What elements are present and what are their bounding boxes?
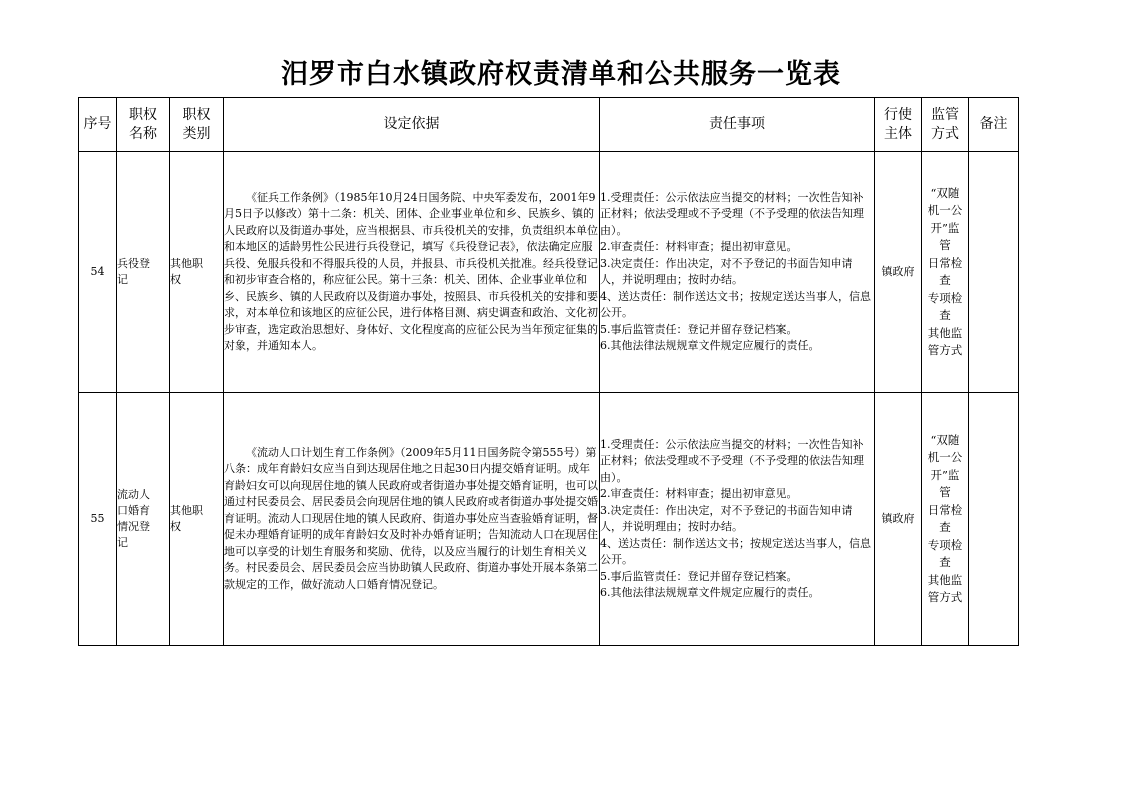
page-title: 汨罗市白水镇政府权责清单和公共服务一览表	[281, 59, 841, 90]
authority-table	[78, 97, 1019, 646]
cell-basis: 《征兵工作条例》（1985年10月24日国务院、中央军委发布，2001年9月5日予以修改）第十二条：机关、团体、企业事业单位和乡、民族乡、镇的人民政府以及街道办事处，应当根据县、市兵役机关的安排，负责组织本单位和本地区的适龄男性公民进行兵役登记，填写《兵役登记表》，依法确定应服兵役、免服兵役和不得服兵役的人员，并报县、市兵役机关批准。经兵役登记和初步审查合格的，称应征公民。第十三条：机关、团体、企业事业单位和乡、民族乡、镇的人民政府以及街道办事处，按照县、市兵役机关的安排和要求，对本单位和该地区的应征公民，进行体格目测、病史调查和政治、文化初步审查，选定政治思想好、身体好、文化程度高的应征公民为当年预定征集的对象，并通知本人。	[224, 152, 600, 393]
cell-duty: 1.受理责任：公示依法应当提交的材料；一次性告知补正材料；依法受理或不予受理（不予受理的依法告知理由）。 2.审查责任：材料审查；提出初审意见。 3.决定责任：作出决定，对不予登记的书面告知申请人，并说明理由；按时办结。 4、送达责任：制作送达文书；按规定送达当事人，信息公开。 5.事后监管责任：登记并留存登记档案。 6.其他法律法规规章文件规定应履行的责任。	[600, 393, 875, 646]
header-remark: 备注	[969, 98, 1019, 152]
cell-subject: 镇政府	[875, 152, 922, 393]
header-seq: 序号	[79, 98, 117, 152]
cell-subject: 镇政府	[875, 393, 922, 646]
table-header-row	[79, 98, 1019, 152]
cell-seq: 55	[79, 393, 117, 646]
header-duty: 责任事项	[600, 98, 875, 152]
cell-seq: 54	[79, 152, 117, 393]
header-basis: 设定依据	[224, 98, 600, 152]
header-name: 职权 名称	[117, 98, 170, 152]
cell-name: 兵役登 记	[117, 152, 170, 393]
header-supervision: 监管 方式	[922, 98, 969, 152]
cell-category: 其他职 权	[170, 393, 224, 646]
cell-name: 流动人 口婚育 情况登 记	[117, 393, 170, 646]
header-subject: 行使 主体	[875, 98, 922, 152]
cell-category: 其他职 权	[170, 152, 224, 393]
table-row	[79, 152, 1019, 393]
cell-duty: 1.受理责任：公示依法应当提交的材料；一次性告知补正材料；依法受理或不予受理（不予受理的依法告知理由）。 2.审查责任：材料审查；提出初审意见。 3.决定责任：作出决定，对不予登记的书面告知申请人，并说明理由；按时办结。 4、送达责任：制作送达文书；按规定送达当事人，信息公开。 5.事后监管责任：登记并留存登记档案。 6.其他法律法规规章文件规定应履行的责任。	[600, 152, 875, 393]
cell-basis: 《流动人口计划生育工作条例》（2009年5月11日国务院令第555号）第八条：成年育龄妇女应当自到达现居住地之日起30日内提交婚育证明。成年育龄妇女可以向现居住地的镇人民政府或者街道办事处提交婚育证明，也可以通过村民委员会、居民委员会向现居住地的镇人民政府或者街道办事处提交婚育证明。流动人口现居住地的镇人民政府、街道办事处应当查验婚育证明，督促未办理婚育证明的成年育龄妇女及时补办婚育证明；告知流动人口在现居住地可以享受的计划生育服务和奖励、优待，以及应当履行的计划生育相关义务。村民委员会、居民委员会应当协助镇人民政府、街道办事处开展本条第二款规定的工作，做好流动人口婚育情况登记。	[224, 393, 600, 646]
cell-remark	[969, 152, 1019, 393]
cell-remark	[969, 393, 1019, 646]
cell-supervision: “双随 机一公 开”监 管 日常检 查 专项检 查 其他监 管方式	[922, 393, 969, 646]
cell-supervision: “双随 机一公 开”监 管 日常检 查 专项检 查 其他监 管方式	[922, 152, 969, 393]
header-category: 职权 类别	[170, 98, 224, 152]
table-row	[79, 393, 1019, 646]
